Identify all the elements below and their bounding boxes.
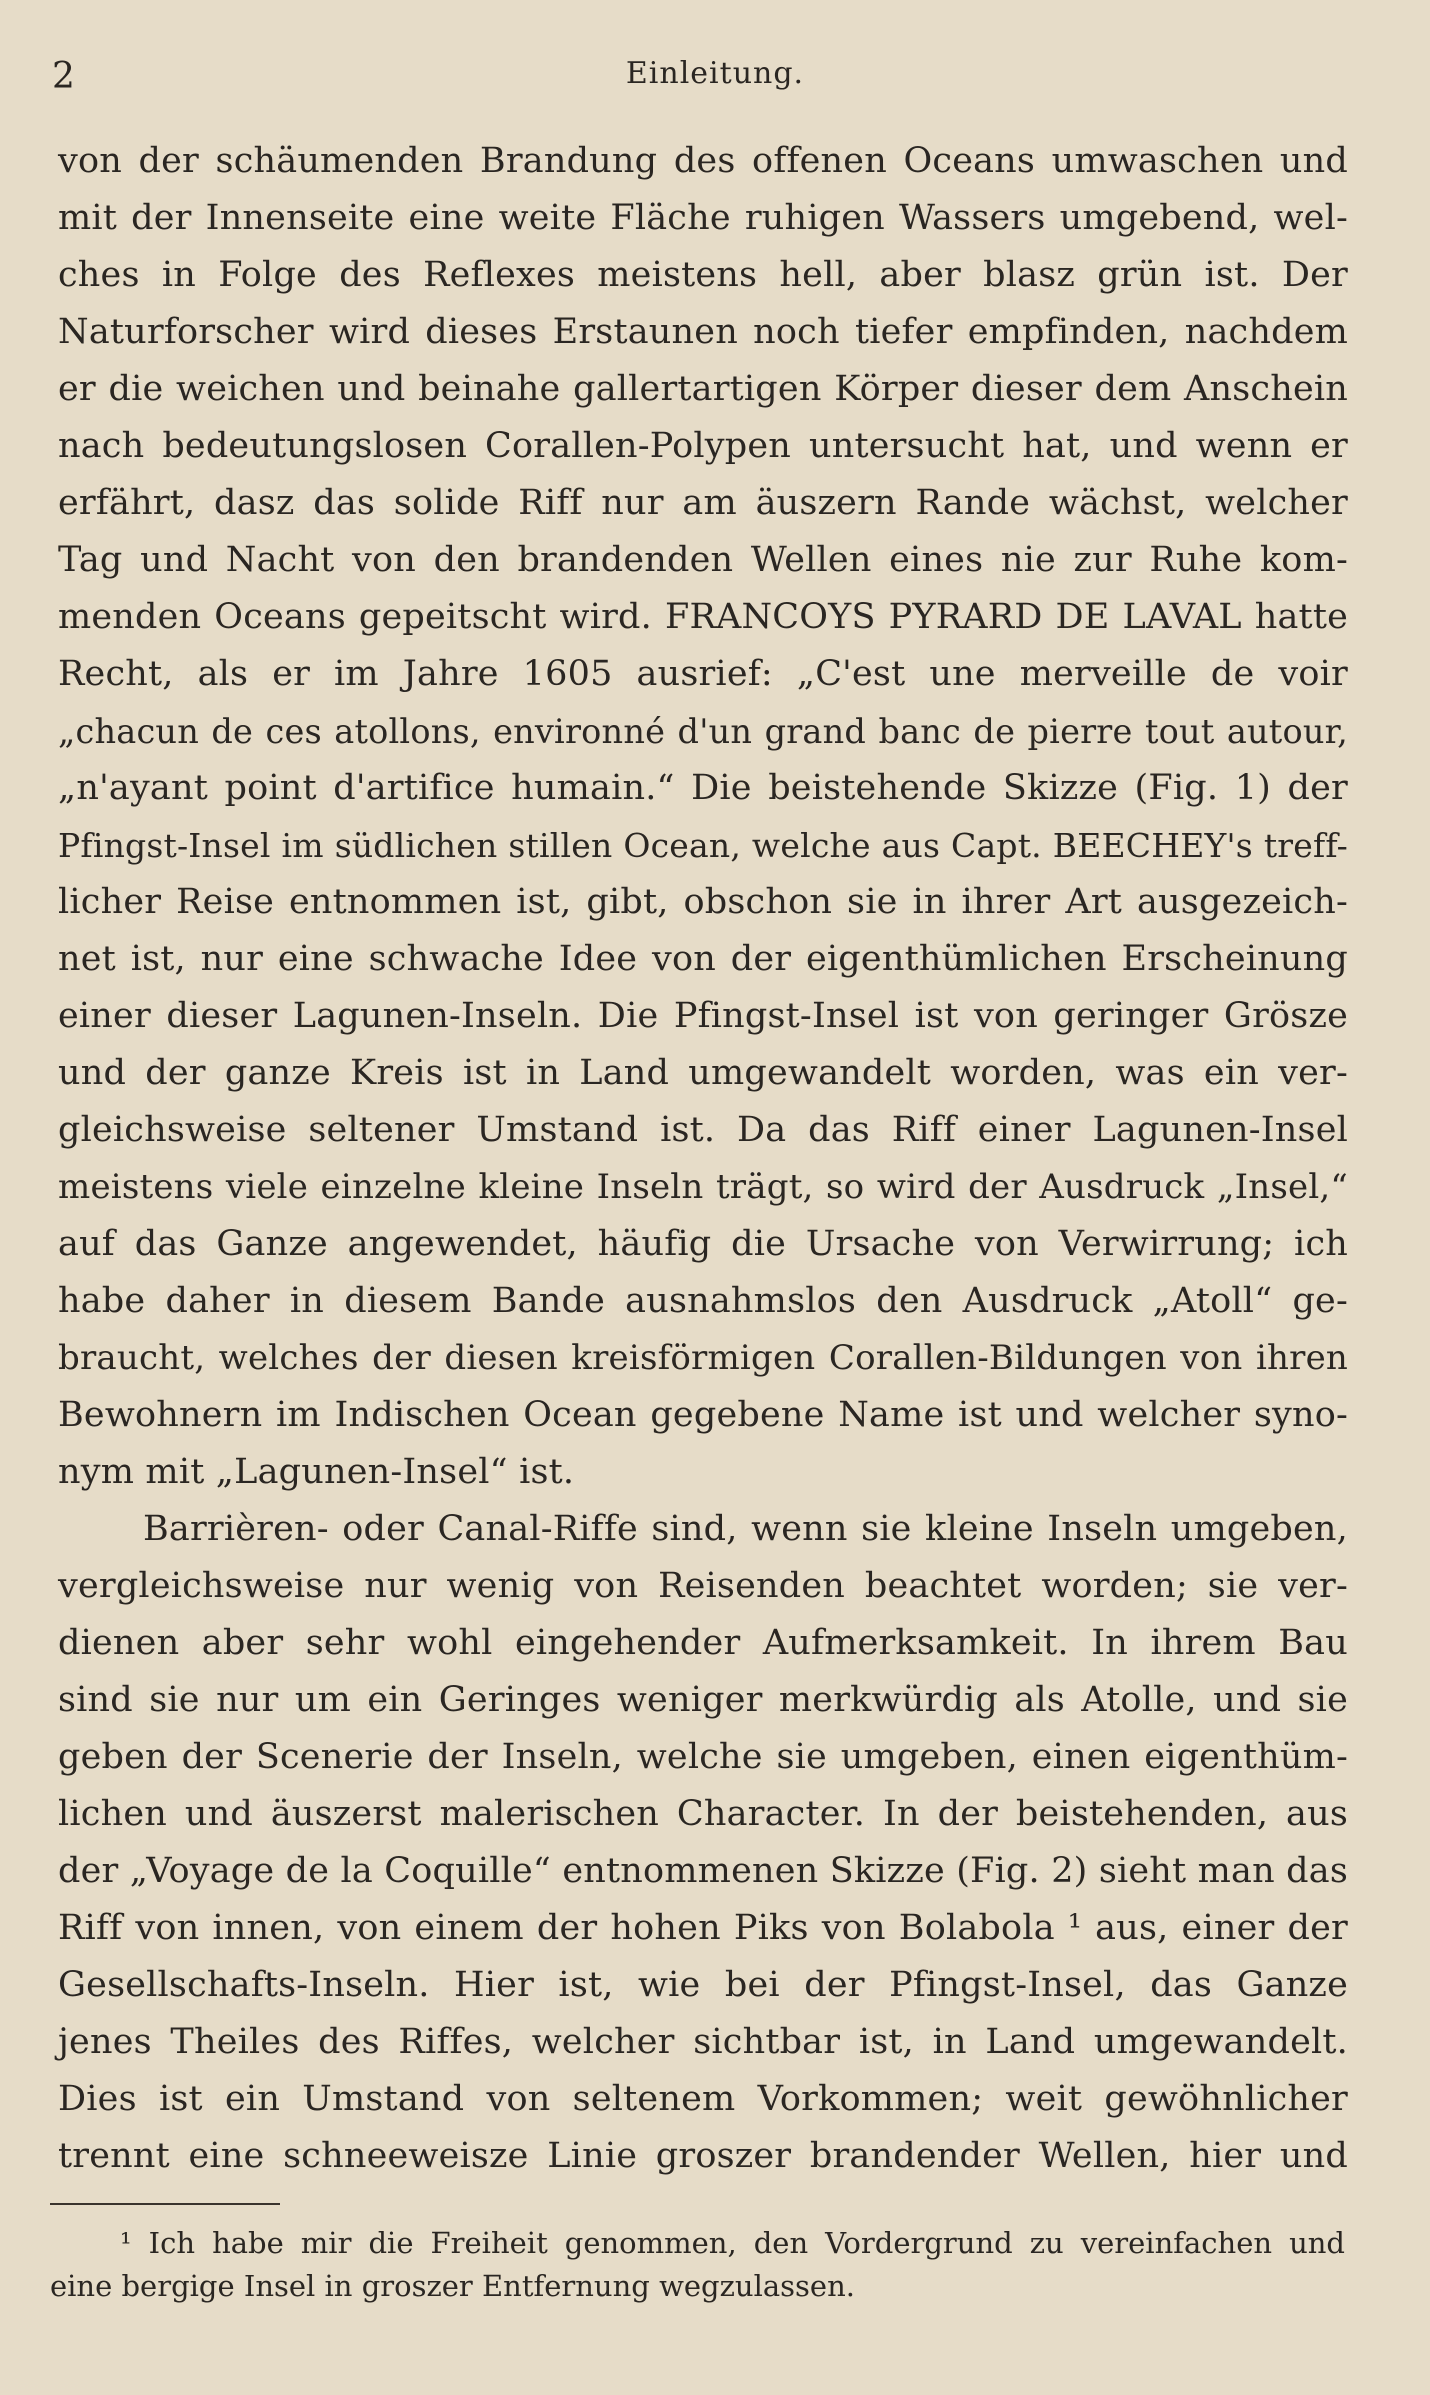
text-line: Barrièren- oder Canal-Riffe sind, wenn sie kleine Inseln umgeben, xyxy=(143,1509,1348,1549)
text-line: der „Voyage de la Coquille“ entnommenen Skizze (Fig. 2) sieht man das xyxy=(58,1851,1348,1891)
footnote xyxy=(50,2222,1345,2308)
text-line: net ist, nur eine schwache Idee von der eigenthümlichen Erscheinung xyxy=(58,939,1348,979)
text-line: trennt eine schneeweisze Linie groszer brandender Wellen, hier und xyxy=(58,2136,1348,2176)
text-line: dienen aber sehr wohl eingehender Aufmerksamkeit. In ihrem Bau xyxy=(58,1623,1348,1663)
text-line: gleichsweise seltener Umstand ist. Da das Riff einer Lagunen-Insel xyxy=(58,1110,1348,1150)
text-line: menden Oceans gepeitscht wird. FRANCOYS PYRARD DE LAVAL hatte xyxy=(58,597,1348,637)
text-line: meistens viele einzelne kleine Inseln trägt, so wird der Ausdruck „Insel,“ xyxy=(58,1167,1348,1207)
text-line: geben der Scenerie der Inseln, welche sie umgeben, einen eigenthüm- xyxy=(58,1737,1348,1777)
text-line: braucht, welches der diesen kreisförmigen Corallen-Bildungen von ihren xyxy=(58,1338,1348,1378)
text-line: habe daher in diesem Bande ausnahmslos den Ausdruck „Atoll“ ge- xyxy=(58,1281,1348,1321)
text-line: Tag und Nacht von den brandenden Wellen eines nie zur Ruhe kom- xyxy=(58,540,1348,580)
text-line: erfährt, dasz das solide Riff nur am äuszern Rande wächst, welcher xyxy=(58,483,1348,523)
text-line: ches in Folge des Reflexes meistens hell, aber blasz grün ist. Der xyxy=(58,255,1348,295)
text-line: er die weichen und beinahe gallertartigen Körper dieser dem Anschein xyxy=(58,369,1348,409)
text-line: auf das Ganze angewendet, häufig die Ursache von Verwirrung; ich xyxy=(58,1224,1348,1264)
text-line: mit der Innenseite eine weite Fläche ruhigen Wassers umgebend, wel- xyxy=(58,198,1348,238)
footnote-line: eine bergige Insel in groszer Entfernung wegzulassen. xyxy=(50,2269,855,2303)
text-line: sind sie nur um ein Geringes weniger merkwürdig als Atolle, und sie xyxy=(58,1680,1348,1720)
text-line: „n'ayant point d'artifice humain.“ Die beistehende Skizze (Fig. 1) der xyxy=(58,768,1348,808)
text-line: einer dieser Lagunen-Inseln. Die Pfingst-Insel ist von geringer Grösze xyxy=(58,996,1348,1036)
page-number: 2 xyxy=(52,56,75,97)
text-line: von der schäumenden Brandung des offenen Oceans umwaschen und xyxy=(58,141,1348,181)
text-line: Recht, als er im Jahre 1605 ausrief: „C'est une merveille de voir xyxy=(58,654,1348,694)
text-line: lichen und äuszerst malerischen Character. In der beistehenden, aus xyxy=(58,1794,1348,1834)
running-head: Einleitung. xyxy=(625,56,805,91)
text-line: licher Reise entnommen ist, gibt, obschon sie in ihrer Art ausgezeich- xyxy=(58,882,1348,922)
text-line: Bewohnern im Indischen Ocean gegebene Name ist und welcher syno- xyxy=(58,1395,1348,1435)
text-line: Riff von innen, von einem der hohen Piks von Bolabola ¹ aus, einer der xyxy=(58,1908,1348,1948)
footnote-divider xyxy=(50,2203,280,2205)
text-line: vergleichsweise nur wenig von Reisenden beachtet worden; sie ver- xyxy=(58,1566,1348,1606)
text-line: Dies ist ein Umstand von seltenem Vorkommen; weit gewöhnlicher xyxy=(58,2079,1348,2119)
text-line: Gesellschafts-Inseln. Hier ist, wie bei der Pfingst-Insel, das Ganze xyxy=(58,1965,1348,2005)
text-line: nach bedeutungslosen Corallen-Polypen untersucht hat, und wenn er xyxy=(58,426,1348,466)
text-line: nym mit „Lagunen-Insel“ ist. xyxy=(58,1452,575,1492)
text-line: jenes Theiles des Riffes, welcher sichtbar ist, in Land umgewandelt. xyxy=(58,2022,1348,2062)
footnote-line: ¹ Ich habe mir die Freiheit genommen, den Vordergrund zu vereinfachen und xyxy=(120,2226,1345,2260)
body-text xyxy=(58,133,1348,2185)
text-line: und der ganze Kreis ist in Land umgewandelt worden, was ein ver- xyxy=(58,1053,1348,1093)
text-line: „chacun de ces atollons, environné d'un grand banc de pierre tout autour, xyxy=(58,712,1348,751)
text-line: Pfingst-Insel im südlichen stillen Ocean, welche aus Capt. BEECHEY's treff- xyxy=(58,826,1348,865)
text-line: Naturforscher wird dieses Erstaunen noch tiefer empfinden, nachdem xyxy=(58,312,1348,352)
